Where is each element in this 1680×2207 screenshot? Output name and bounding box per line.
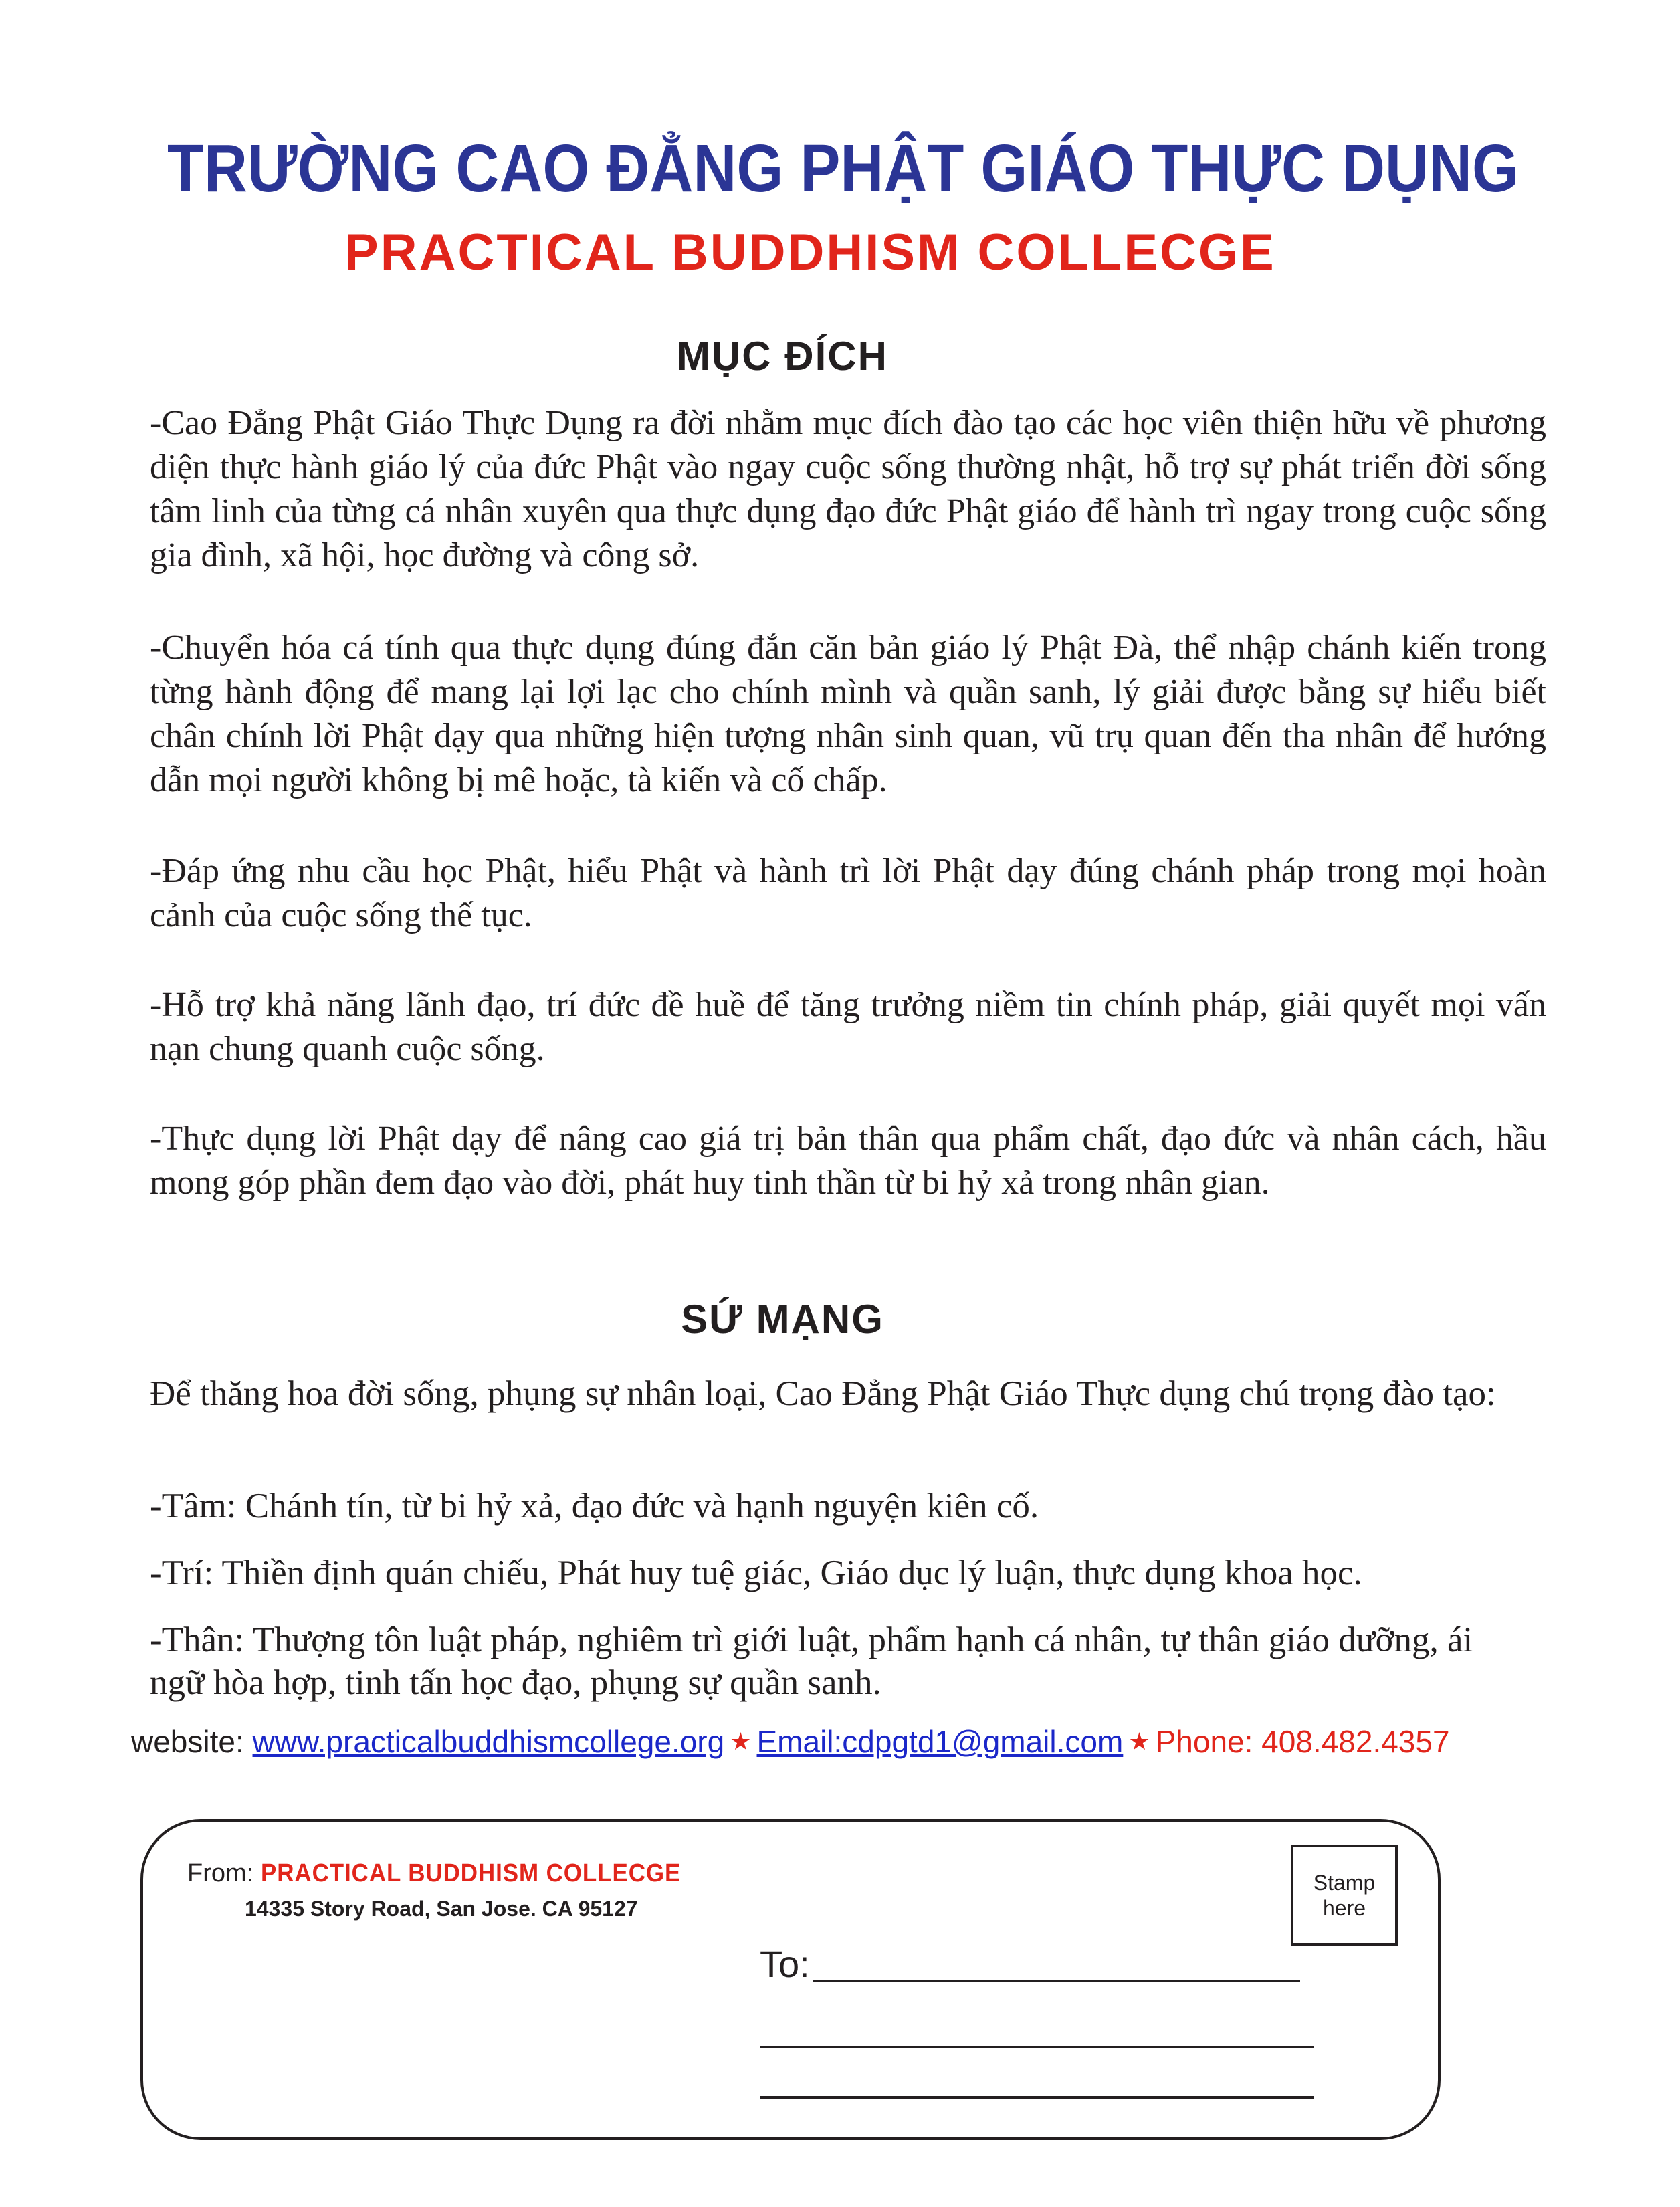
address-line <box>760 2096 1314 2099</box>
purpose-paragraph-2: -Chuyển hóa cá tính qua thực dụng đúng đắn căn bản giáo lý Phật Đà, thể nhập chánh kiến trong từng hành động để mang lại lợi lạc cho chính mình và quần sanh, lý giải được bằng sự hiểu biết chân chính lời Phật dạy qua những hiện tượng nhân sinh quan, vũ trụ quan đến tha nhân để hướng dẫn mọi người không bị mê hoặc, tà kiến và cố chấp. <box>150 629 1546 799</box>
mission-item-tam: -Tâm: Chánh tín, từ bi hỷ xả, đạo đức và hạnh nguyện kiên cố. <box>150 1487 1039 1526</box>
phone-number: Phone: 408.482.4357 <box>1155 1724 1450 1759</box>
website-label: website: <box>131 1724 253 1759</box>
purpose-paragraph-4: -Hỗ trợ khả năng lãnh đạo, trí đức đề huề để tăng trưởng niềm tin chính pháp, giải quyết mọi vấn nạn chung quanh cuộc sống. <box>150 986 1546 1068</box>
purpose-paragraph-5: -Thực dụng lời Phật dạy để nâng cao giá trị bản thân qua phẩm chất, đạo đức và nhân cách, hầu mong góp phần đem đạo vào đời, phát huy tinh thần từ bi hỷ xả trong nhân gian. <box>150 1120 1546 1202</box>
stamp-box: Stamp here <box>1291 1845 1398 1946</box>
from-line <box>187 1859 718 1888</box>
address-line <box>813 1980 1300 1982</box>
mission-intro: Để thăng hoa đời sống, phụng sự nhân loại, Cao Đẳng Phật Giáo Thực dụng chú trọng đào tạo: <box>150 1374 1496 1413</box>
from-label: From: <box>187 1859 261 1887</box>
mission-heading: SỨ MẠNG <box>681 1297 884 1342</box>
purpose-heading: MỤC ĐÍCH <box>677 334 888 379</box>
mission-item-tri: -Trí: Thiền định quán chiếu, Phát huy tuệ giác, Giáo dục lý luận, thực dụng khoa học. <box>150 1554 1362 1592</box>
mission-item-than: -Thân: Thượng tôn luật pháp, nghiêm trì giới luật, phẩm hạnh cá nhân, tự thân giáo dưỡng, ái ngữ hòa hợp, tinh tấn học đạo, phụng sự quần sanh. <box>150 1620 1473 1702</box>
contact-line <box>131 1723 1450 1763</box>
address-line <box>760 2046 1314 2048</box>
to-label: To: <box>760 1943 810 1985</box>
star-icon: ★ <box>730 1727 752 1755</box>
mailer-panel <box>140 1819 1441 2140</box>
email-link[interactable]: Email:cdpgtd1@gmail.com <box>756 1724 1124 1759</box>
purpose-paragraph-3: -Đáp ứng nhu cầu học Phật, hiểu Phật và hành trì lời Phật dạy đúng chánh pháp trong mọi hoàn cảnh của cuộc sống thế tục. <box>150 852 1546 934</box>
star-icon: ★ <box>1128 1727 1150 1755</box>
purpose-paragraph-1: -Cao Đẳng Phật Giáo Thực Dụng ra đời nhằm mục đích đào tạo các học viên thiện hữu về phương diện thực hành giáo lý của đức Phật vào ngay cuộc sống thường nhật, hỗ trợ sự phát triển đời sống tâm linh của từng cá nhân xuyên qua thực dụng đạo đức Phật giáo để hành trì ngay trong cuộc sống gia đình, xã hội, học đường và công sở. <box>150 404 1546 574</box>
website-link[interactable]: www.practicalbuddhismcollege.org <box>252 1724 725 1759</box>
from-name: PRACTICAL BUDDHISM COLLECGE <box>260 1859 681 1887</box>
title-vietnamese: TRƯỜNG CAO ĐẲNG PHẬT GIÁO THỰC DỤNG <box>167 131 1519 206</box>
return-address: 14335 Story Road, San Jose. CA 95127 <box>245 1897 638 1921</box>
title-english: PRACTICAL BUDDHISM COLLECGE <box>344 224 1276 281</box>
